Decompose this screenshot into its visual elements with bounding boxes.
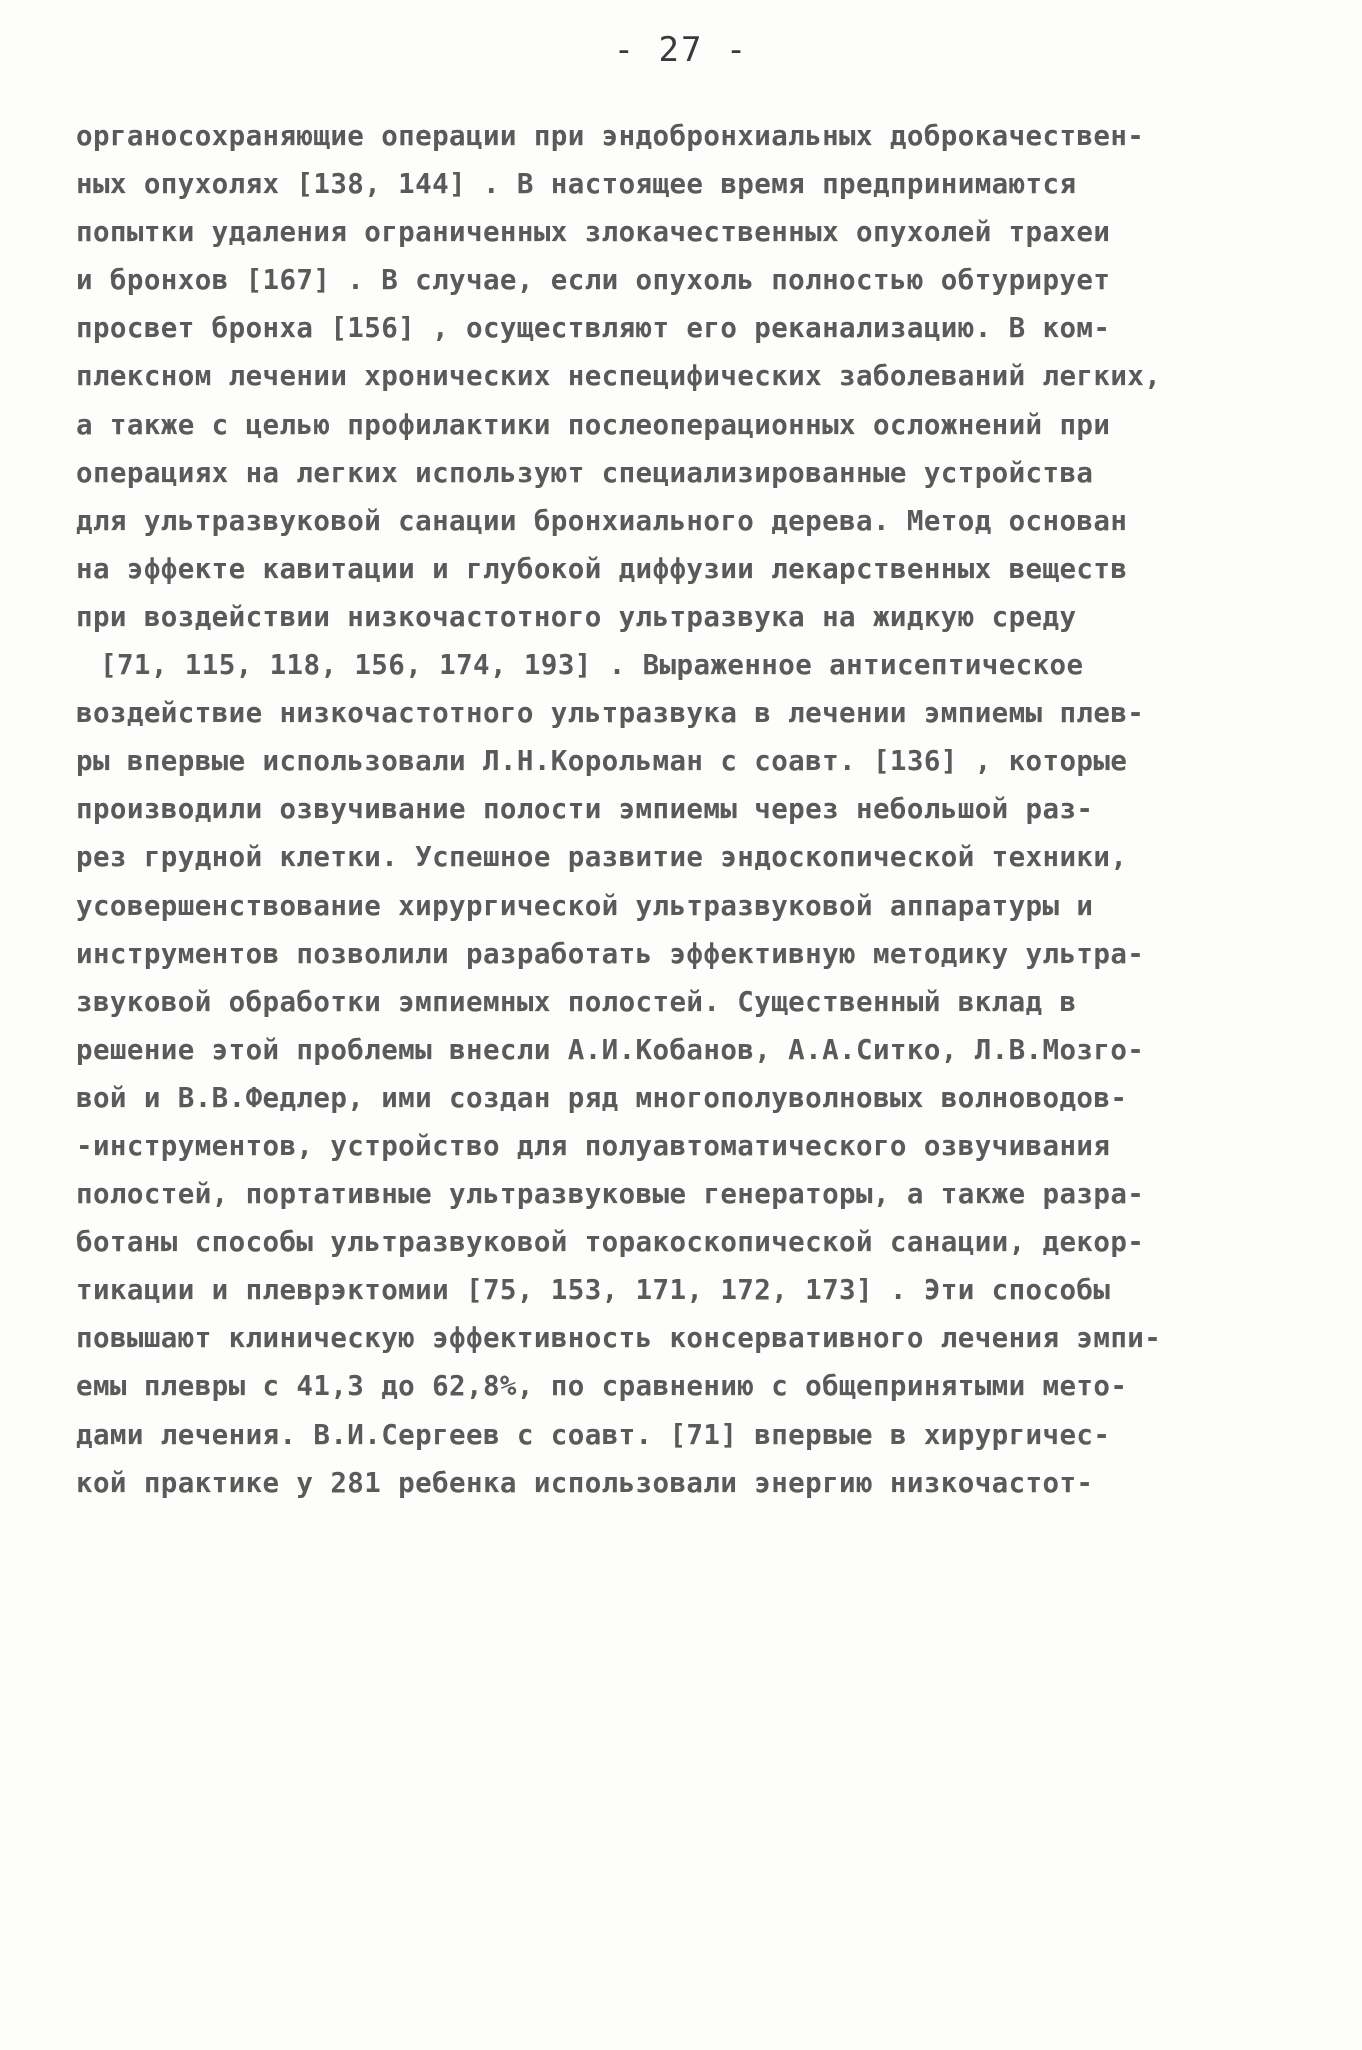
- text-line-20: решение этой проблемы внесли А.И.Кобанов, А.А.Ситко, Л.В.Мозго-: [76, 1033, 1145, 1066]
- text-line-12: [71, 115, 118, 156, 174, 193] . Выраженное антисептическое: [100, 649, 1084, 682]
- text-line-14: ры впервые использовали Л.Н.Корольман с соавт. [136] , которые: [76, 745, 1128, 778]
- text-line-22: -инструментов, устройство для полуавтоматического озвучивания: [76, 1129, 1111, 1162]
- text-line-28: дами лечения. В.И.Сергеев с соавт. [71] впервые в хирургичес-: [76, 1418, 1111, 1451]
- text-line-25: тикации и плеврэктомии [75, 153, 171, 172, 173] . Эти способы: [76, 1274, 1111, 1307]
- text-line-13: воздействие низкочастотного ультразвука в лечении эмпиемы плев-: [76, 697, 1145, 730]
- text-line-27: емы плевры с 41,3 до 62,8%, по сравнению с общепринятыми мето-: [76, 1370, 1128, 1403]
- text-line-8: операциях на легких используют специализированные устройства: [76, 456, 1094, 489]
- text-line-6: плексном лечении хронических неспецифических заболеваний легких,: [76, 360, 1162, 393]
- text-line-2: ных опухолях [138, 144] . В настоящее время предпринимаются: [76, 168, 1077, 201]
- text-line-4: и бронхов [167] . В случае, если опухоль полностью обтурирует: [76, 264, 1111, 297]
- text-line-9: для ультразвуковой санации бронхиального дерева. Метод основан: [76, 504, 1128, 537]
- text-line-29: кой практике у 281 ребенка использовали энергию низкочастот-: [76, 1466, 1094, 1499]
- page-number: - 27 -: [613, 30, 749, 70]
- text-line-3: попытки удаления ограниченных злокачественных опухолей трахеи: [76, 216, 1111, 249]
- text-line-16: рез грудной клетки. Успешное развитие эндоскопической техники,: [76, 841, 1128, 874]
- text-line-10: на эффекте кавитации и глубокой диффузии лекарственных веществ: [76, 552, 1128, 585]
- text-line-24: ботаны способы ультразвуковой торакоскопической санации, декор-: [76, 1226, 1145, 1259]
- text-line-19: звуковой обработки эмпиемных полостей. Существенный вклад в: [76, 985, 1077, 1018]
- text-line-17: усовершенствование хирургической ультразвуковой аппаратуры и: [76, 889, 1094, 922]
- text-line-23: полостей, портативные ультразвуковые генераторы, а также разра-: [76, 1178, 1145, 1211]
- text-line-18: инструментов позволили разработать эффективную методику ультра-: [76, 937, 1145, 970]
- text-line-5: просвет бронха [156] , осуществляют его реканализацию. В ком-: [76, 312, 1111, 345]
- text-line-21: вой и В.В.Федлер, ими создан ряд многополуволновых волноводов-: [76, 1081, 1128, 1114]
- text-line-1: органосохраняющие операции при эндобронхиальных доброкачествен-: [76, 120, 1145, 152]
- text-line-11: при воздействии низкочастотного ультразвука на жидкую среду: [76, 600, 1077, 633]
- text-line-15: производили озвучивание полости эмпиемы через небольшой раз-: [76, 793, 1094, 826]
- text-line-26: повышают клиническую эффективность консервативного лечения эмпи-: [76, 1322, 1162, 1355]
- body-text: [76, 112, 1306, 1507]
- text-line-7: а также с целью профилактики послеоперационных осложнений при: [76, 408, 1111, 441]
